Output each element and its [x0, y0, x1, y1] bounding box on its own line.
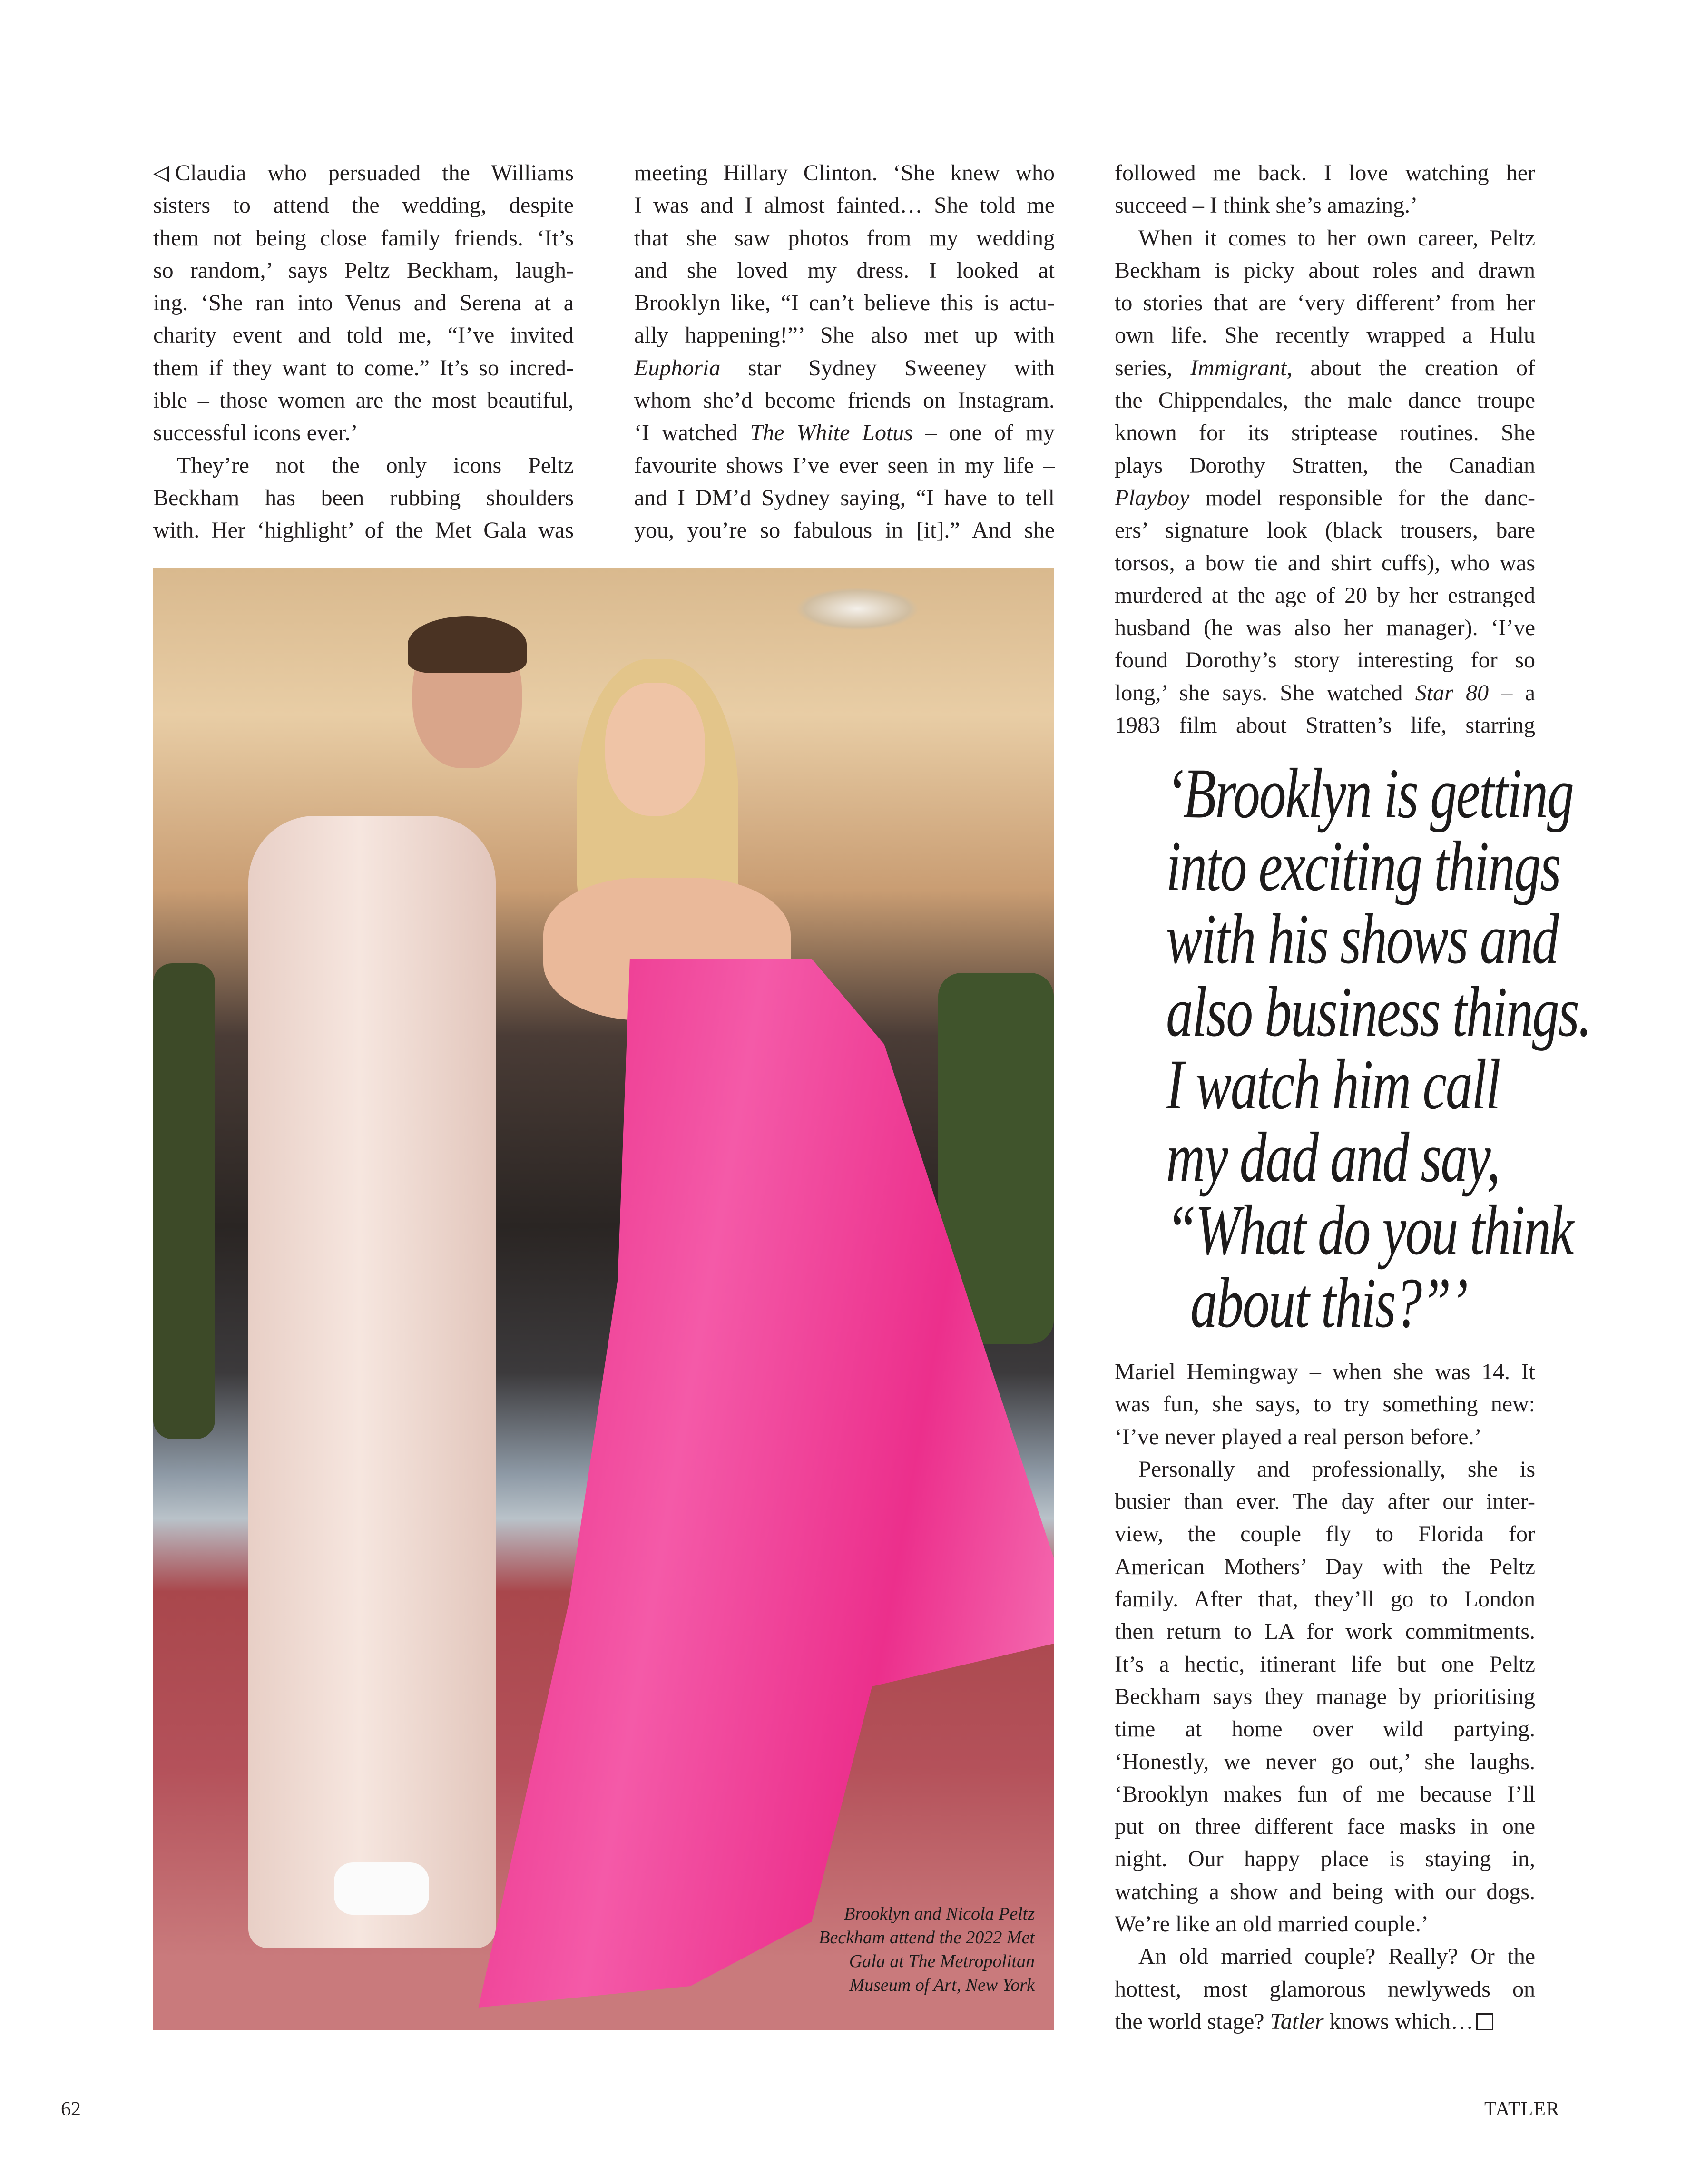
italic-title: Playboy: [1115, 485, 1190, 510]
text-line: [1115, 1973, 1535, 2006]
text-line: [634, 384, 1055, 417]
text-segment: murdered at the age of 20 by her estranged: [1115, 582, 1535, 608]
text-line: [1115, 1746, 1535, 1778]
text-line: [634, 255, 1055, 287]
brooklyn-hair: [408, 616, 527, 673]
text-line: [634, 222, 1055, 255]
text-line: [1115, 1583, 1535, 1616]
text-line: [153, 514, 574, 547]
text-line: [1115, 189, 1535, 222]
text-segment: They’re not the only icons Peltz: [177, 452, 574, 478]
pull-quote-line: I watch him call: [1166, 1045, 1500, 1124]
text-segment: followed me back. I love watching her: [1115, 160, 1535, 186]
text-segment: ‘Brooklyn makes fun of me because I’ll: [1115, 1781, 1535, 1807]
text-segment: succeed – I think she’s amazing.’: [1115, 193, 1418, 218]
italic-title: Star 80: [1415, 680, 1489, 705]
text-line: [1115, 1486, 1535, 1518]
text-line: [1115, 352, 1535, 384]
magazine-name: TATLER: [1484, 2098, 1560, 2120]
article-column-3-bottom: [1115, 1356, 1535, 2038]
text-segment: – a: [1489, 680, 1535, 705]
page-number: 62: [61, 2098, 81, 2120]
text-segment: 1983 film about Stratten’s life, starring: [1115, 713, 1535, 738]
italic-title: Immigrant: [1190, 355, 1287, 381]
text-line: [634, 482, 1055, 514]
text-segment: found Dorothy’s story interesting for so: [1115, 647, 1535, 673]
text-segment: own life. She recently wrapped a Hulu: [1115, 323, 1535, 348]
shoes: [334, 1862, 429, 1915]
text-line: [1115, 1843, 1535, 1875]
text-segment: night. Our happy place is staying in,: [1115, 1846, 1535, 1872]
hedge-left: [153, 963, 215, 1439]
text-line: [1115, 1713, 1535, 1745]
brooklyn-suit: [248, 816, 496, 1948]
text-line: [1115, 1356, 1535, 1388]
text-line: [1115, 222, 1535, 255]
text-line: [153, 222, 574, 255]
text-segment: Beckham says they manage by prioritising: [1115, 1684, 1535, 1709]
text-segment: An old married couple? Really? Or the: [1138, 1944, 1535, 1969]
text-segment: Claudia who persuaded the Williams: [175, 160, 574, 186]
text-segment: so random,’ says Peltz Beckham, laugh-: [153, 257, 574, 283]
text-segment: sisters to attend the wedding, despite: [153, 193, 574, 218]
text-segment: It’s a hectic, itinerant life but one Peltz: [1115, 1651, 1535, 1677]
text-line: [1115, 1681, 1535, 1713]
pull-quote-line: ‘Brooklyn is getting: [1166, 754, 1573, 833]
text-segment: whom she’d become friends on Instagram.: [634, 388, 1055, 413]
caption-line: Brooklyn and Nicola Peltz: [844, 1904, 1035, 1924]
text-line: [1115, 1551, 1535, 1583]
text-segment: Personally and professionally, she is: [1138, 1456, 1535, 1482]
text-segment: busier than ever. The day after our inter-: [1115, 1489, 1535, 1515]
end-mark-icon: [1476, 2013, 1493, 2030]
text-line: [1115, 384, 1535, 417]
italic-title: Euphoria: [634, 355, 721, 381]
caption-line: Beckham attend the 2022 Met: [819, 1928, 1035, 1948]
text-segment: charity event and told me, “I’ve invited: [153, 323, 574, 348]
text-line: [1115, 287, 1535, 319]
text-segment: to stories that are ‘very different’ from her: [1115, 290, 1535, 316]
text-line: [1115, 1908, 1535, 1940]
text-line: [1115, 1648, 1535, 1681]
text-line: [1115, 612, 1535, 644]
text-segment: the Chippendales, the male dance troupe: [1115, 388, 1535, 413]
text-line: [1115, 1778, 1535, 1811]
pull-quote-line: about this?”’: [1190, 1263, 1467, 1342]
tent-lights: [795, 588, 919, 630]
text-line: [1115, 1940, 1535, 1973]
text-segment: I was and I almost fainted… She told me: [634, 193, 1055, 218]
text-segment: Beckham is picky about roles and drawn: [1115, 257, 1535, 283]
text-line: [634, 157, 1055, 189]
text-line: [1115, 482, 1535, 514]
text-segment: American Mothers’ Day with the Peltz: [1115, 1554, 1535, 1579]
text-line: [153, 287, 574, 319]
text-segment: view, the couple fly to Florida for: [1115, 1521, 1535, 1547]
text-line: [153, 189, 574, 222]
article-column-3-top: [1115, 157, 1535, 742]
pull-quote: [1115, 754, 1591, 1342]
text-segment: torsos, a bow tie and shirt cuffs), who was: [1115, 550, 1535, 576]
text-line: [1115, 319, 1535, 352]
text-segment: family. After that, they’ll go to London: [1115, 1587, 1535, 1612]
text-line: [153, 450, 574, 482]
text-segment: with. Her ‘highlight’ of the Met Gala was: [153, 518, 574, 543]
article-column-1: [153, 157, 574, 547]
text-segment: and she loved my dress. I looked at: [634, 257, 1055, 283]
text-segment: time at home over wild partying.: [1115, 1716, 1535, 1742]
text-segment: ers’ signature look (black trousers, bare: [1115, 518, 1535, 543]
text-segment: When it comes to her own career, Peltz: [1138, 225, 1535, 251]
pull-quote-line: into exciting things: [1166, 827, 1560, 906]
text-line: [1115, 579, 1535, 612]
text-line: [1115, 644, 1535, 676]
pull-quote-line: also business things.: [1166, 972, 1591, 1051]
text-line: [1115, 1811, 1535, 1843]
article-column-2: [634, 157, 1055, 547]
text-segment: them not being close family friends. ‘It’s: [153, 225, 574, 251]
text-segment: the world stage?: [1115, 2008, 1270, 2034]
text-line: [634, 319, 1055, 352]
text-segment: meeting Hillary Clinton. ‘She knew who: [634, 160, 1055, 186]
text-line: [634, 287, 1055, 319]
text-segment: you, you’re so fabulous in [it].” And she: [634, 518, 1055, 543]
text-line: [1115, 1388, 1535, 1420]
text-segment: ‘I’ve never played a real person before.’: [1115, 1424, 1482, 1449]
text-line: [634, 514, 1055, 547]
text-line: [1115, 157, 1535, 189]
text-segment: successful icons ever.’: [153, 420, 358, 446]
text-segment: ‘Honestly, we never go out,’ she laughs.: [1115, 1749, 1535, 1774]
text-segment: hottest, most glamorous newlyweds on: [1115, 1976, 1535, 2002]
text-line: [1115, 709, 1535, 742]
text-line: [1115, 417, 1535, 449]
text-line: [153, 319, 574, 352]
text-segment: ible – those women are the most beautiful,: [153, 388, 574, 413]
text-segment: – one of my: [912, 420, 1055, 446]
text-segment: Beckham has been rubbing shoulders: [153, 485, 574, 510]
text-segment: and I DM’d Sydney saying, “I have to tell: [634, 485, 1055, 510]
text-segment: , about the creation of: [1286, 355, 1535, 381]
text-line: [1115, 1453, 1535, 1486]
met-gala-photo: [153, 568, 1054, 2030]
italic-title: Tatler: [1270, 2008, 1324, 2034]
text-line: [1115, 2006, 1535, 2038]
text-segment: then return to LA for work commitments.: [1115, 1619, 1535, 1645]
text-segment: husband (he was also her manager). ‘I’ve: [1115, 615, 1535, 641]
text-segment: put on three different face masks in one: [1115, 1814, 1535, 1840]
text-line: [1115, 1518, 1535, 1550]
text-segment: ing. ‘She ran into Venus and Serena at a: [153, 290, 574, 316]
pull-quote-line: “What do you think: [1166, 1191, 1573, 1270]
text-segment: series,: [1115, 355, 1190, 381]
text-segment: star Sydney Sweeney with: [720, 355, 1055, 381]
continuation-arrow-icon: [153, 166, 169, 182]
text-segment: known for its striptease routines. She: [1115, 420, 1535, 446]
text-segment: ally happening!”’ She also met up with: [634, 323, 1055, 348]
text-line: [1115, 450, 1535, 482]
text-segment: We’re like an old married couple.’: [1115, 1911, 1429, 1937]
text-line: [1115, 1616, 1535, 1648]
text-line: [634, 189, 1055, 222]
photo-caption: [819, 1902, 1035, 1997]
text-segment: that she saw photos from my wedding: [634, 225, 1055, 251]
text-segment: them if they want to come.” It’s so incred-: [153, 355, 574, 381]
text-segment: plays Dorothy Stratten, the Canadian: [1115, 452, 1535, 478]
text-line: [1115, 1421, 1535, 1453]
text-line: [153, 482, 574, 514]
pull-quote-line: my dad and say,: [1166, 1118, 1500, 1197]
text-line: [1115, 255, 1535, 287]
text-segment: long,’ she says. She watched: [1115, 680, 1415, 705]
pull-quote-line: with his shows and: [1166, 900, 1558, 979]
text-segment: Mariel Hemingway – when she was 14. It: [1115, 1359, 1535, 1384]
text-segment: was fun, she says, to try something new:: [1115, 1391, 1535, 1417]
text-line: [634, 352, 1055, 384]
nicola-head: [605, 683, 705, 816]
text-line: [153, 384, 574, 417]
text-line: [634, 417, 1055, 449]
text-line: [1115, 547, 1535, 579]
text-line: [1115, 1876, 1535, 1908]
text-segment: knows which…: [1323, 2008, 1474, 2034]
text-segment: model responsible for the danc-: [1189, 485, 1535, 510]
text-segment: Brooklyn like, “I can’t believe this is actu-: [634, 290, 1055, 316]
caption-line: Gala at The Metropolitan: [849, 1951, 1035, 1971]
caption-line: Museum of Art, New York: [849, 1975, 1035, 1995]
text-line: [1115, 514, 1535, 547]
text-segment: watching a show and being with our dogs.: [1115, 1879, 1535, 1904]
text-line: [153, 352, 574, 384]
text-segment: favourite shows I’ve ever seen in my life –: [634, 452, 1055, 478]
text-line: [153, 157, 574, 189]
text-line: [634, 450, 1055, 482]
text-line: [1115, 677, 1535, 709]
text-line: [153, 255, 574, 287]
text-line: [153, 417, 574, 449]
italic-title: The White Lotus: [750, 420, 913, 446]
text-segment: ‘I watched: [634, 420, 750, 446]
